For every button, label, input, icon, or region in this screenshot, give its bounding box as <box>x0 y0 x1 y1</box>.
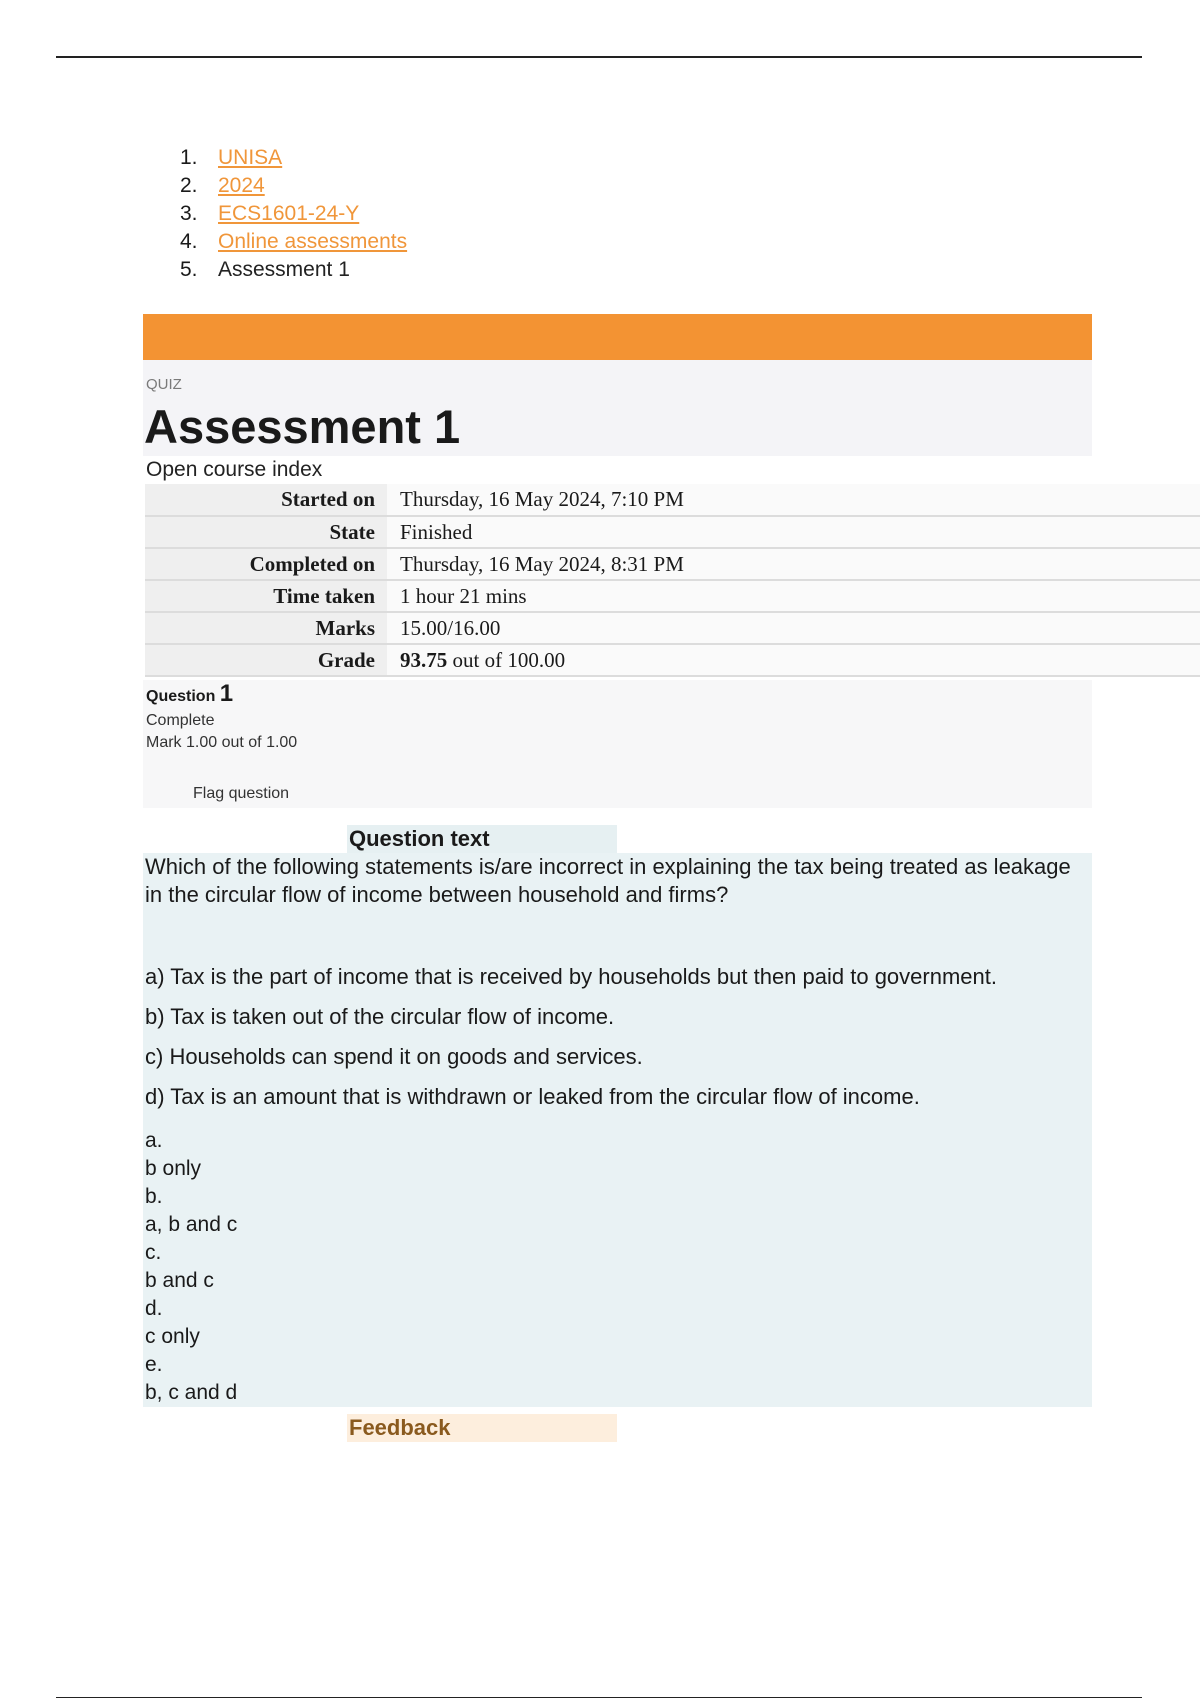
answer-option-d[interactable]: d. c only <box>145 1297 200 1348</box>
summary-value <box>387 644 1200 676</box>
summary-value: Finished <box>387 516 1200 548</box>
answer-option-c[interactable]: c. b and c <box>145 1241 214 1292</box>
course-banner <box>143 314 1092 360</box>
open-course-index-button[interactable]: Open course index <box>146 458 323 481</box>
question-state: Complete <box>146 712 215 729</box>
summary-value: Thursday, 16 May 2024, 8:31 PM <box>387 548 1200 580</box>
summary-row-time-taken <box>145 580 1200 612</box>
page-title: Assessment 1 <box>144 400 461 453</box>
answer-options <box>145 1127 237 1407</box>
question-number: Question 1 <box>146 680 234 707</box>
top-rule <box>56 56 1142 58</box>
answer-option-b[interactable]: b. a, b and c <box>145 1185 238 1236</box>
breadcrumb-link-2024[interactable]: 2024 <box>218 174 265 197</box>
summary-label: Marks <box>145 612 387 644</box>
grade-score: 93.75 <box>400 647 448 672</box>
breadcrumb-link-unisa[interactable]: UNISA <box>218 146 283 169</box>
summary-row-completed <box>145 548 1200 580</box>
bottom-rule <box>56 1697 1142 1698</box>
summary-value: 1 hour 21 mins <box>387 580 1200 612</box>
question-content <box>143 853 1092 1407</box>
statement-b: b) Tax is taken out of the circular flow of income. <box>145 1004 615 1029</box>
feedback-heading: Feedback <box>347 1414 617 1442</box>
summary-label: Completed on <box>145 548 387 580</box>
summary-label: Time taken <box>145 580 387 612</box>
flag-question-button[interactable]: Flag question <box>193 785 290 802</box>
breadcrumb <box>180 144 407 284</box>
summary-row-marks <box>145 612 1200 644</box>
statement-c: c) Households can spend it on goods and services. <box>145 1044 643 1069</box>
attempt-summary-table <box>145 484 1200 677</box>
breadcrumb-item: 4. Online assessments <box>180 230 408 253</box>
statement-d: d) Tax is an amount that is withdrawn or leaked from the circular flow of income. <box>145 1084 920 1109</box>
breadcrumb-link-course[interactable]: ECS1601-24-Y <box>218 202 360 225</box>
breadcrumb-item: 5. Assessment 1 <box>180 258 350 281</box>
breadcrumb-item: 3. ECS1601-24-Y <box>180 202 360 225</box>
summary-value: 15.00/16.00 <box>387 612 1200 644</box>
answer-option-e[interactable]: e. b, c and d <box>145 1353 238 1404</box>
question-mark: Mark 1.00 out of 1.00 <box>146 734 298 751</box>
grade-out-of: out of 100.00 <box>447 647 566 672</box>
summary-label: Started on <box>145 484 387 516</box>
summary-value: Thursday, 16 May 2024, 7:10 PM <box>387 484 1200 516</box>
summary-label: Grade <box>145 644 387 676</box>
question-prompt: Which of the following statements is/are incorrect in explaining the tax being treated as leakage in the circular flow of income between household and firms? <box>145 854 1071 907</box>
summary-row-started <box>145 484 1200 516</box>
breadcrumb-current: Assessment 1 <box>218 258 350 281</box>
breadcrumb-item: 2. 2024 <box>180 174 265 197</box>
answer-option-a[interactable]: a. b only <box>145 1129 202 1180</box>
question-text-heading: Question text <box>347 825 617 853</box>
summary-label: State <box>145 516 387 548</box>
question-info-panel <box>143 680 1092 808</box>
statement-a: a) Tax is the part of income that is received by households but then paid to government. <box>145 964 997 989</box>
activity-type-label: QUIZ <box>146 376 182 393</box>
breadcrumb-item: 1. UNISA <box>180 146 283 169</box>
summary-row-grade <box>145 644 1200 676</box>
breadcrumb-link-online-assessments[interactable]: Online assessments <box>218 230 408 253</box>
summary-row-state <box>145 516 1200 548</box>
